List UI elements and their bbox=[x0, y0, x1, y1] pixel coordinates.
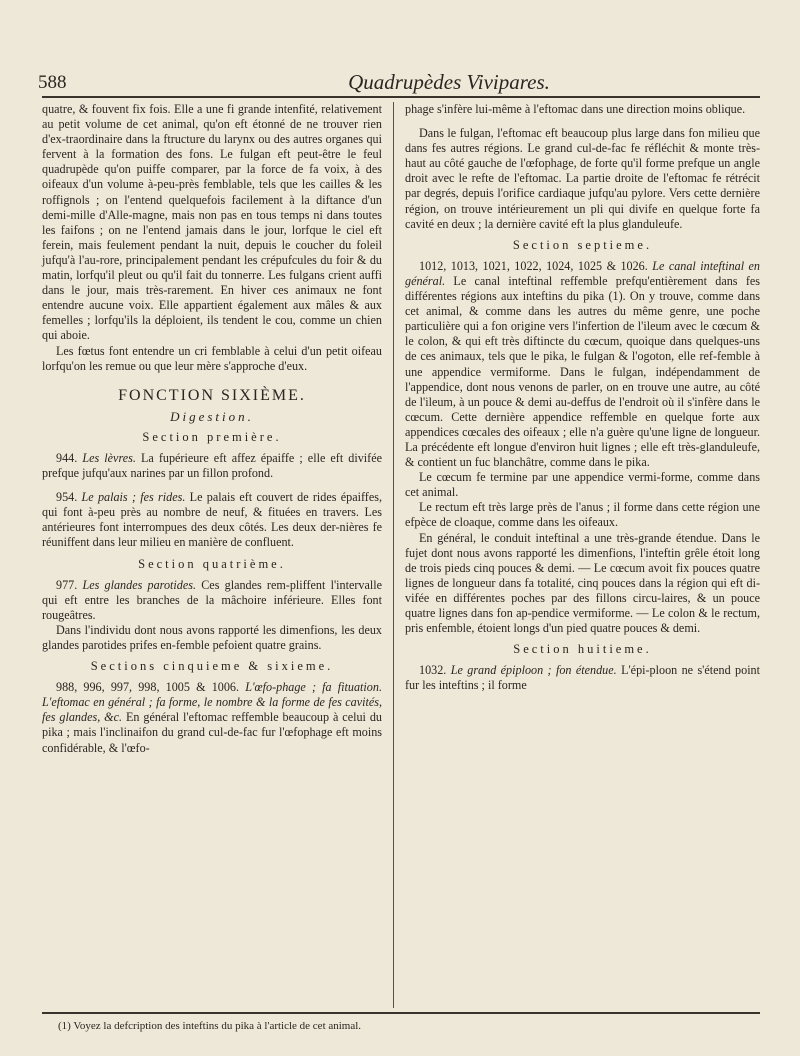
paragraph-ref: 1032. bbox=[419, 663, 447, 678]
function-heading: FONCTION SIXIÈME. bbox=[118, 386, 306, 404]
section-heading: Section septieme. bbox=[512, 237, 653, 252]
paragraph bbox=[42, 490, 382, 550]
right-column bbox=[405, 102, 760, 693]
bottom-rule bbox=[42, 1012, 760, 1014]
section-heading: Sections cinquieme & sixieme. bbox=[90, 659, 334, 674]
paragraph-text: La fupérieure eft affez épaiffe ; elle eft divifée prefque jufqu'aux narines par un fillon profond. bbox=[42, 450, 383, 481]
paragraph-ref: 1012, 1013, 1021, 1022, 1024, 1025 & 1026. bbox=[419, 258, 648, 273]
paragraph: Dans le fulgan, l'eftomac eft beaucoup plus large dans fon milieu que dans fes autres régions. Le grand cul-de-fac fe réfléchit & monte très-haut au côté gauche de l'œfophage, de forte qu'il forme prefque un angle droit avec le refte de l'eftomac. La partie droite de l'eftomac fe rétrécit par degrés, depuis l'orifice cardiaque jufqu'au pylore. Vers cette dernière région, on trouve intérieurement un pli qui divife en quelque forte fa cavité en deux ; la dernière cavité eft la plus glanduleufe. bbox=[405, 126, 760, 231]
digestion-heading: Digestion. bbox=[170, 408, 254, 424]
paragraph bbox=[42, 578, 382, 623]
paragraph: Le cœcum fe termine par une appendice vermi-forme, comme dans cet animal. bbox=[405, 470, 760, 500]
paragraph-ref: 977. bbox=[56, 577, 78, 592]
paragraph-text: L'épi-ploon ne s'étend point fur les inteftins ; il forme bbox=[405, 663, 761, 693]
paragraph-ref: 988, 996, 997, 998, 1005 & 1006. bbox=[56, 680, 240, 695]
paragraph bbox=[42, 680, 382, 755]
paragraph-title: Le canal inteftinal en général. bbox=[405, 258, 760, 288]
paragraph: En général, le conduit inteftinal a une très-grande étendue. Dans le fujet dont nous avons rapporté les dimenfions, l'inteftin grêle étoit long de trois pieds cinq pouces & demi. — Le cœcum avoit fix pouces quatre lignes de longueur dans fa totalité, cinq pouces dans la région qui eft di-vifée en différentes poches par des fillons circu-laires, & un pouce quatre lignes dans fon ap-pendice vermiforme. — Le colon & le rectum, pris enfemble, étoient longs d'un pied quatre pouces & demi. bbox=[405, 530, 760, 636]
paragraph bbox=[405, 259, 760, 470]
paragraph-title: L'œfo-phage ; fa fituation. L'eftomac en général ; fa forme, le nombre & la forme de fes cavités, fes glandes, &c. bbox=[42, 680, 382, 725]
top-rule bbox=[42, 96, 760, 98]
paragraph-ref: 954. bbox=[56, 490, 78, 505]
paragraph-ref: 944. bbox=[56, 450, 78, 465]
paragraph bbox=[42, 451, 382, 481]
paragraph bbox=[405, 663, 760, 693]
paragraph: Le rectum eft très large près de l'anus ; il forme dans cette région une efpèce de cloaque, comme dans les oifeaux. bbox=[405, 500, 760, 530]
paragraph-title: Les glandes parotides. bbox=[82, 577, 196, 592]
paragraph: Dans l'individu dont nous avons rapporté les dimenfions, les deux glandes parotides prifes en-femble pefoient quatre grains. bbox=[42, 622, 382, 652]
paragraph: quatre, & fouvent fix fois. Elle a une fi grande intenfité, relativement au petit volume de cet animal, qu'on eft étonné de ne trouver rien d'ex-traordinaire dans la ftructure du larynx ou des autres organes qui fervent à la formation des fons. Le fulgan eft peut-être le feul quadrupède qu'on puiffe comparer, par la force de fa voix, à des oifeaux d'un volume à-peu-près femblable, tels que les cailles & les roffignols ; on l'entend quelquefois facilement à la diftance d'un demi-mille d'Alle-magne, mais non pas en tous temps ni dans toutes les faifons ; on ne l'entend jamais dans le jour, lorfque le ciel eft ferein, mais feulement pendant la nuit, depuis le coucher du foleil jufqu'à l'au-rore, principalement pendant les crépufcules du foir & du matin, lorfqu'il pleut ou qu'il fait du tonnerre. Les fulgans crient auffi dans le jour, mais très-rarement. En hiver ces animaux ne font entendre aucune voix. Elle appartient également aux mâles & aux femelles ; lorfqu'ils la déploient, ils tendent le cou, comme un chien qui aboie. bbox=[42, 102, 382, 343]
page-title: Quadrupèdes Vivipares. bbox=[348, 70, 550, 94]
paragraph: phage s'infère lui-même à l'eftomac dans une direction moins oblique. bbox=[405, 102, 746, 116]
paragraph-text: En général l'eftomac reffemble beaucoup à celui du pika ; mais l'inclinaifon du grand cul-de-fac fur l'œfophage eft moins confidérable, & l'œfo- bbox=[42, 710, 382, 755]
paragraph-text: Le canal inteftinal reffemble prefqu'entièrement dans fes différentes régions aux inteftins du pika (1). On y trouve, comme dans cet animal, & comme dans les autres du même genre, une poche particulière qui a fon origine vers l'infertion de l'ileum avec le cœcum & le colon, & qui eft très diftincte du cœcum, quoique dans quelques-uns de ces animaux, tels que le pika, le fulgan & l'ogoton, elle ref-femble à une appendice vermiforme. Dans le fulgan, indépendamment de l'appendice, dont nous venons de parler, on en trouve une autre, au côté de l'ileum, à un pouce & demi au-deffus de l'endroit où il s'infère dans le cœcum. Cette dernière appendice reffemble en quelque forte aux appendices cœcales des oifeaux ; elle n'a guère qu'une ligne de longueur. La précédente eft longue d'environ huit lignes ; elle eft très-glanduleufe, & contient un fuc blanchâtre, comme dans le pika. bbox=[405, 273, 760, 470]
paragraph-title: Le grand épiploon ; fon étendue. bbox=[450, 663, 617, 678]
running-head bbox=[38, 64, 760, 94]
section-heading: Section première. bbox=[142, 429, 282, 444]
paragraph-text: Ces glandes rem-pliffent l'intervalle qui eft entre les branches de la mâchoire inférieure. Elles font rougeâtres. bbox=[42, 577, 382, 622]
column-divider bbox=[393, 102, 394, 1008]
paragraph-title: Le palais ; fes rides. bbox=[81, 490, 186, 505]
section-heading: Section quatrième. bbox=[138, 556, 286, 571]
paragraph-title: Les lèvres. bbox=[82, 450, 136, 465]
left-column bbox=[42, 102, 382, 756]
footnote: (1) Voyez la defcription des inteftins du pika à l'article de cet animal. bbox=[58, 1020, 362, 1032]
page-number: 588 bbox=[38, 72, 67, 93]
paragraph: Les fœtus font entendre un cri femblable à celui d'un petit oifeau lorfqu'on les remue ou que leur mère s'approche d'eux. bbox=[42, 343, 382, 373]
section-heading: Section huitieme. bbox=[513, 642, 652, 657]
paragraph-text: Le palais eft couvert de rides épaiffes, qui font à-peu près au nombre de neuf, & fituées en travers. Les antérieures font interrompues des deux côtés. Les deux der-nières fe réuniffent dans leur milieu en manière de confluent. bbox=[42, 490, 382, 550]
